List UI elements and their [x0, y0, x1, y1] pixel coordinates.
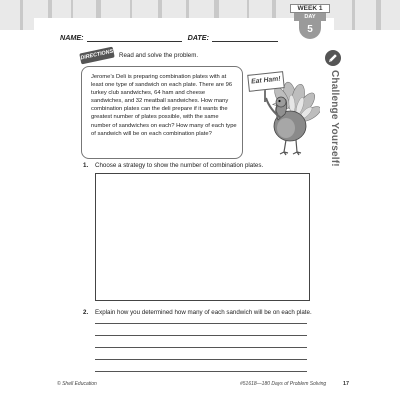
challenge-yourself-title: Challenge Yourself!: [329, 70, 340, 167]
footer-copyright: © Shell Education: [57, 381, 97, 387]
directions-badge: DIRECTIONS: [79, 47, 115, 65]
name-label: NAME:: [60, 33, 84, 42]
name-field[interactable]: [87, 35, 182, 42]
week-day-badge: [290, 4, 330, 40]
week-label: WEEK 1: [290, 4, 330, 13]
date-field[interactable]: [212, 35, 278, 42]
day-number: 5: [299, 21, 321, 39]
day-label: DAY: [294, 13, 326, 21]
turkey-illustration: [236, 66, 320, 161]
name-date-row: [60, 33, 298, 42]
answer-line[interactable]: [95, 335, 307, 336]
date-label: DATE:: [187, 33, 209, 42]
strategy-answer-box[interactable]: [95, 173, 310, 301]
question-2-text: Explain how you determined how many of each sandwich will be on each plate.: [95, 309, 312, 316]
question-2: [83, 309, 312, 316]
problem-box: [81, 66, 243, 159]
question-1-number: 1.: [83, 162, 89, 169]
directions-row: [80, 50, 198, 61]
answer-line[interactable]: [95, 323, 307, 324]
eat-ham-sign-text: Eat Ham!: [250, 75, 281, 86]
answer-line[interactable]: [95, 371, 307, 372]
question-1: [83, 162, 263, 169]
question-1-text: Choose a strategy to show the number of combination plates.: [95, 162, 264, 169]
footer-book-title: #51618—180 Days of Problem Solving: [240, 381, 327, 387]
question-2-number: 2.: [83, 309, 89, 316]
pencil-icon: [325, 50, 341, 66]
directions-text: Read and solve the problem.: [119, 52, 199, 59]
answer-line[interactable]: [95, 359, 307, 360]
page-number: 17: [343, 381, 349, 387]
challenge-sidebar: [323, 46, 343, 366]
problem-text: Jerome’s Deli is preparing combination plates with at least one type of sandwich on each plate. There are 96 turkey club sandwiches, 64 ham and cheese sandwiches, and 32 meatball sandwiches. How many combination plates can the deli prepare if it wants the greatest number of plates possible, with the same number of sandwiches on each? How many of each type of sandwich will be on each combination plate?: [91, 74, 237, 137]
answer-line[interactable]: [95, 347, 307, 348]
